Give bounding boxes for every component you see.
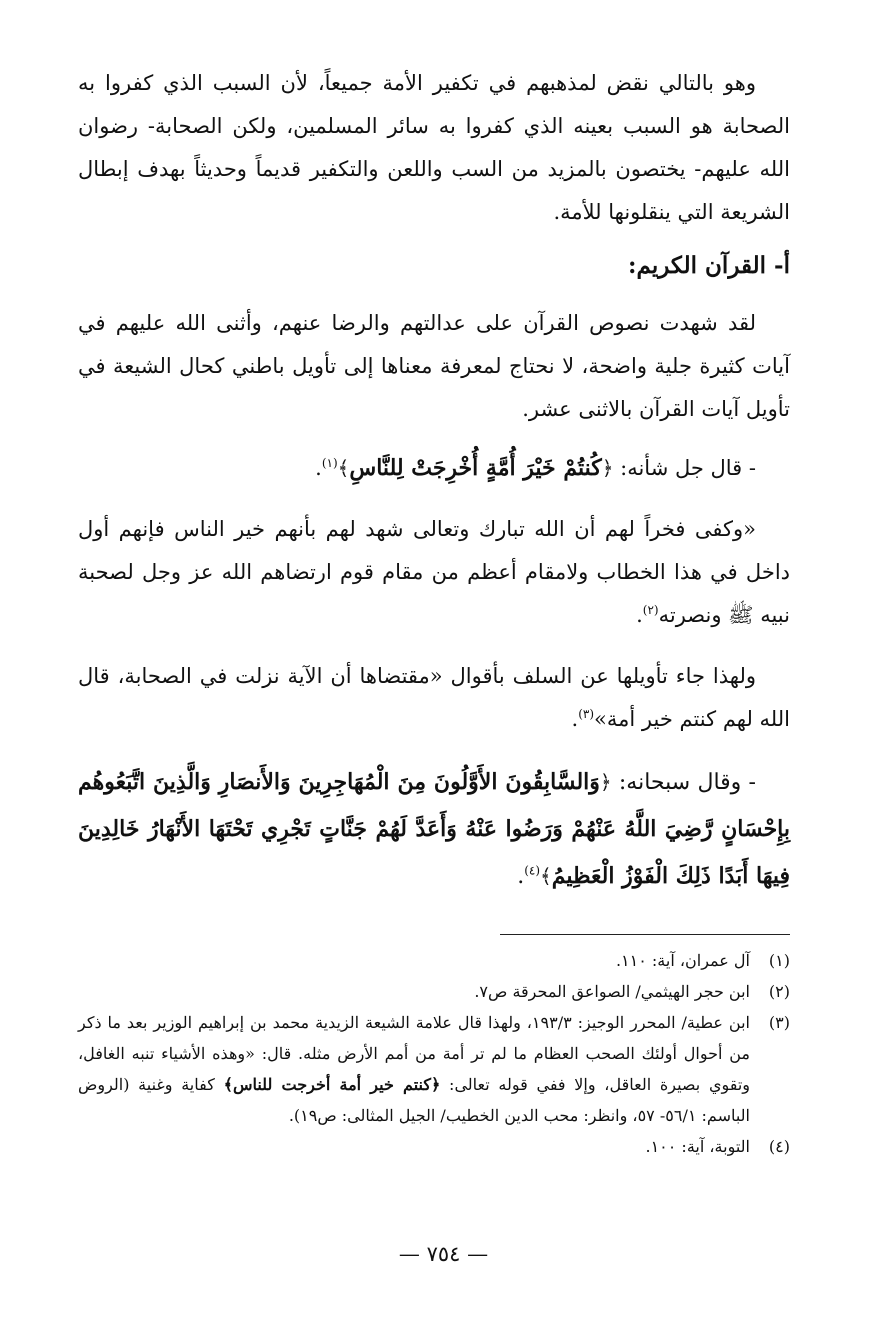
- paragraph-intro: وهو بالتالي نقض لمذهبهم في تكفير الأمة جميعاً، لأن السبب الذي كفروا به الصحابة هو السبب بعينه الذي كفروا به سائر المسلمين، ولكن الصحابة- رضوان الله عليهم- يختصون بالمزيد من السب واللعن والتكفير قديماً وحديثاً بهدف إبطال الشريعة التي ينقلونها للأمة.: [78, 71, 790, 224]
- footnote-ref-2[interactable]: (٢): [642, 603, 659, 617]
- footnote-ref-3[interactable]: (٣): [578, 707, 595, 721]
- paragraph-quran-testimony: لقد شهدت نصوص القرآن على عدالتهم والرضا عنهم، وأثنى الله عليهم في آيات كثيرة جلية واضحة، لا نحتاج لمعرفة معناها إلى تأويل باطني كحال الشيعة في تأويل آيات القرآن بالاثنى عشر.: [78, 311, 790, 421]
- footnote-3: [78, 1007, 790, 1131]
- footnote-number: (٤): [768, 1137, 790, 1156]
- verse-2-end: .: [517, 864, 525, 889]
- footnote-3-part-2: كفاية وغنية (الروض الباسم: ٥٦/١- ٥٧، وانظر: محب الدين الخطيب/ الجيل المثالى: ص١٩).: [78, 1075, 750, 1125]
- paragraph-verse-2: [78, 759, 790, 900]
- verse-1-text: كُنتُمْ خَيْرَ أُمَّةٍ أُخْرِجَتْ لِلنَّاسِ: [349, 455, 602, 481]
- salaf-end: .: [571, 707, 579, 731]
- section-heading: أ- القرآن الكريم:: [628, 252, 790, 279]
- verse-1-end: .: [315, 456, 322, 480]
- footnote-2: [78, 976, 790, 1007]
- footnotes: [78, 945, 790, 1162]
- footnote-number: (٢): [768, 982, 790, 1001]
- verse-1-intro: - قال جل شأنه:: [613, 456, 756, 480]
- footnote-text: آل عمران، آية: ١١٠.: [615, 951, 750, 970]
- footnote-text: التوبة، آية: ١٠٠.: [645, 1137, 750, 1156]
- footnote-3-verse: ﴿كنتم خير أمة أخرجت للناس﴾: [223, 1075, 441, 1094]
- verse-2-intro: - وقال سبحانه:: [611, 770, 756, 795]
- paragraph-verse-1: [78, 447, 790, 490]
- footnote-4: [78, 1131, 790, 1162]
- page-number: — ٧٥٤ —: [398, 1242, 489, 1266]
- document-page: [78, 62, 790, 1322]
- verse-2-text: وَالسَّابِقُونَ الأَوَّلُونَ مِنَ الْمُهَاجِرِينَ وَالأَنصَارِ وَالَّذِينَ اتَّبَعُوهُم بِإِحْسَانٍ رَّضِيَ اللَّهُ عَنْهُمْ وَرَضُوا عَنْهُ وَأَعَدَّ لَهُمْ جَنَّاتٍ تَجْرِي تَحْتَهَا الأَنْهَارُ خَالِدِينَ فِيهَا أَبَدًا ذَلِكَ الْفَوْزُ الْعَظِيمُ: [78, 769, 790, 889]
- footnote-1: [78, 945, 790, 976]
- paragraph-quote-haythami: [78, 508, 790, 637]
- verse-close-bracket: ﴾: [540, 864, 552, 888]
- footnote-3-part-1: ابن عطية/ المحرر الوجيز: ١٩٣/٣، ولهذا قال علامة الشيعة الزيدية محمد بن إبراهيم الوزير بعد ما ذكر من أحوال أولئك الصحب العظام ما لم تر أمة من أمم الأرض مثله. قال: «وهذه الأشياء تنبه الغافل، وتقوي بصيرة العاقل، وإلا ففي قوله تعالى:: [78, 1013, 751, 1094]
- verse-open-bracket: ﴿: [599, 770, 612, 794]
- footnote-ref-4[interactable]: (٤): [524, 863, 541, 878]
- footnote-text: ابن حجر الهيثمي/ الصواعق المحرقة ص٧.: [474, 982, 750, 1001]
- footnote-text: [78, 1007, 750, 1131]
- quote-haythami-text: «وكفى فخراً لهم أن الله تبارك وتعالى شهد لهم بأنهم خير الناس فإنهم أول داخل في هذا الخطاب ولامقام أعظم من مقام قوم ارتضاهم الله عز وجل لصحبة نبيه ﷺ ونصرته: [78, 517, 790, 627]
- footnote-ref-1[interactable]: (١): [321, 456, 338, 470]
- paragraph-salaf-interpretation: [78, 655, 790, 741]
- footnote-divider: [500, 934, 790, 935]
- quote-haythami-end: .: [636, 603, 643, 627]
- footnote-number: (١): [768, 951, 790, 970]
- salaf-text: ولهذا جاء تأويلها عن السلف بأقوال «مقتضاها أن الآية نزلت في الصحابة، قال الله لهم كنتم خير أمة»: [78, 664, 790, 731]
- footnote-divider-wrap: [78, 900, 790, 945]
- footnote-number: (٣): [768, 1013, 790, 1032]
- verse-open-bracket: ﴿: [601, 456, 614, 480]
- verse-close-bracket: ﴾: [337, 456, 350, 480]
